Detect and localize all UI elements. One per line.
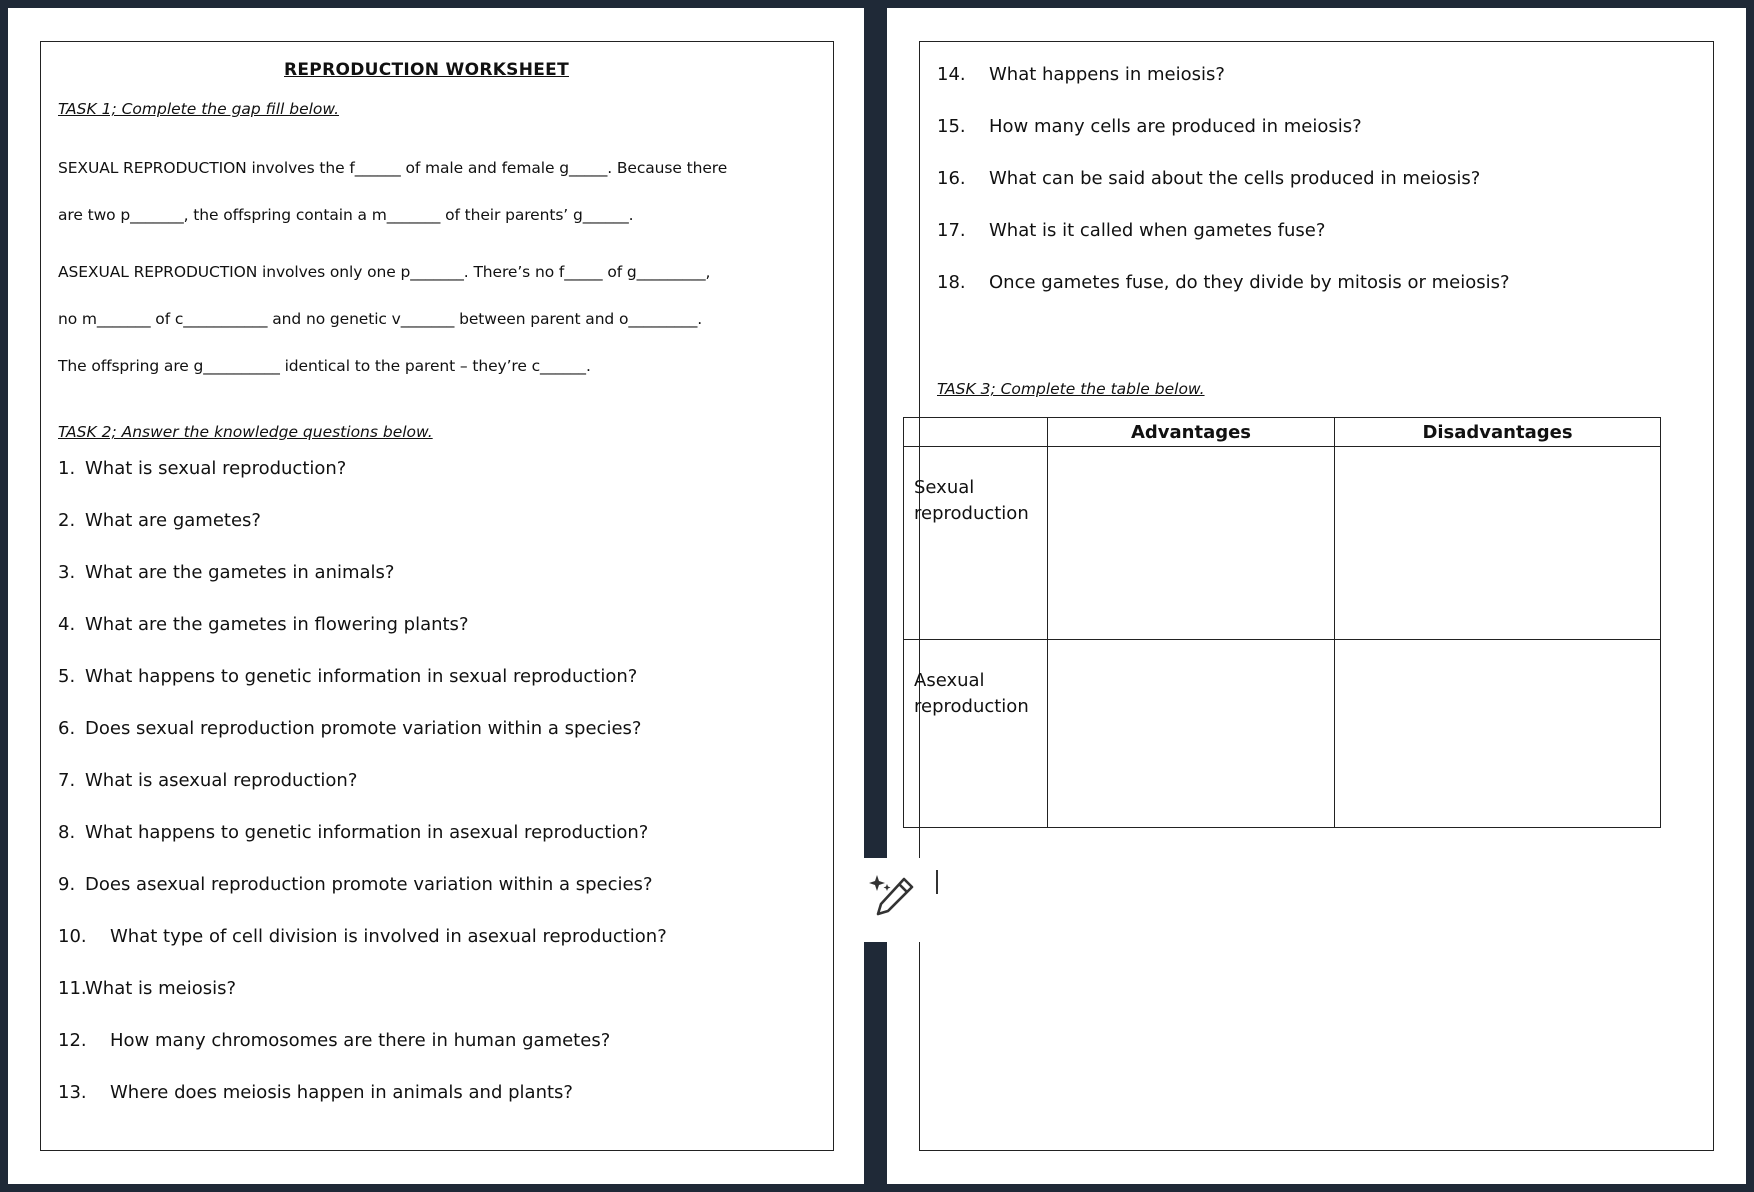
question-item xyxy=(937,64,1225,85)
question-text: What type of cell division is involved in asexual reproduction? xyxy=(110,926,667,947)
question-text: What can be said about the cells produced in meiosis? xyxy=(989,168,1481,189)
question-item xyxy=(937,272,1510,293)
task3-heading: TASK 3; Complete the table below. xyxy=(937,380,1205,398)
question-text: Where does meiosis happen in animals and plants? xyxy=(110,1082,573,1103)
question-number: 8. xyxy=(58,822,76,843)
question-number: 16. xyxy=(937,168,966,189)
question-text: What happens to genetic information in asexual reproduction? xyxy=(85,822,649,843)
question-text: What are the gametes in animals? xyxy=(85,562,395,583)
question-number: 2. xyxy=(58,510,76,531)
question-number: 17. xyxy=(937,220,966,241)
question-item xyxy=(58,562,394,583)
question-number: 6. xyxy=(58,718,76,739)
worksheet-title: REPRODUCTION WORKSHEET xyxy=(284,60,569,80)
task2-heading: TASK 2; Answer the knowledge questions below. xyxy=(58,423,433,441)
question-number: 12. xyxy=(58,1030,87,1051)
gap-fill-line-5[interactable]: The offspring are g__________ identical to the parent – they’re c______. xyxy=(58,357,591,375)
question-item xyxy=(58,718,641,739)
cell-asexual-disadvantages[interactable] xyxy=(1335,640,1661,828)
row-label-asexual: Asexual reproduction xyxy=(904,640,1048,828)
question-text: Does sexual reproduction promote variation within a species? xyxy=(85,718,642,739)
gap-fill-line-4[interactable]: no m_______ of c___________ and no genetic v_______ between parent and o_________. xyxy=(58,310,703,328)
text-cursor xyxy=(936,870,938,894)
gap-fill-line-1[interactable]: SEXUAL REPRODUCTION involves the f______ of male and female g_____. Because there xyxy=(58,159,728,177)
question-number: 15. xyxy=(937,116,966,137)
question-text: What is asexual reproduction? xyxy=(85,770,358,791)
question-text: What is sexual reproduction? xyxy=(85,458,347,479)
question-item xyxy=(58,666,637,687)
question-item xyxy=(58,874,653,895)
question-item xyxy=(58,510,261,531)
cell-sexual-advantages[interactable] xyxy=(1048,447,1335,640)
question-number: 4. xyxy=(58,614,76,635)
question-item xyxy=(937,168,1480,189)
question-text: What is meiosis? xyxy=(85,978,237,999)
question-number: 3. xyxy=(58,562,76,583)
task1-heading: TASK 1; Complete the gap fill below. xyxy=(58,100,340,118)
question-text: Once gametes fuse, do they divide by mitosis or meiosis? xyxy=(989,272,1510,293)
question-number: 1. xyxy=(58,458,76,479)
worksheet-page-left xyxy=(8,8,864,1184)
question-item xyxy=(58,926,667,947)
question-item xyxy=(937,220,1325,241)
question-text: Does asexual reproduction promote variation within a species? xyxy=(85,874,653,895)
question-number: 11. xyxy=(58,978,87,999)
comparison-table xyxy=(903,417,1661,828)
cell-asexual-advantages[interactable] xyxy=(1048,640,1335,828)
question-item xyxy=(58,1082,573,1103)
table-header-row xyxy=(904,418,1661,447)
question-item xyxy=(58,614,469,635)
gap-fill-line-2[interactable]: are two p_______, the offspring contain a m_______ of their parents’ g______. xyxy=(58,206,634,224)
row-label-sexual: Sexual reproduction xyxy=(904,447,1048,640)
table-header-advantages: Advantages xyxy=(1048,418,1335,447)
question-number: 10. xyxy=(58,926,87,947)
question-number: 14. xyxy=(937,64,966,85)
question-item xyxy=(58,822,648,843)
ai-pen-sparkle-icon[interactable] xyxy=(868,870,918,922)
question-item xyxy=(937,116,1362,137)
question-number: 5. xyxy=(58,666,76,687)
question-item xyxy=(58,978,236,999)
question-number: 18. xyxy=(937,272,966,293)
question-number: 7. xyxy=(58,770,76,791)
question-text: What is it called when gametes fuse? xyxy=(989,220,1326,241)
question-text: What are gametes? xyxy=(85,510,261,531)
question-number: 13. xyxy=(58,1082,87,1103)
worksheet-page-right xyxy=(887,8,1746,1184)
question-text: What are the gametes in flowering plants? xyxy=(85,614,469,635)
question-item xyxy=(58,1030,610,1051)
question-item xyxy=(58,458,346,479)
gap-fill-line-3[interactable]: ASEXUAL REPRODUCTION involves only one p_______. There’s no f_____ of g_________, xyxy=(58,263,711,281)
question-number: 9. xyxy=(58,874,76,895)
question-text: How many chromosomes are there in human gametes? xyxy=(110,1030,611,1051)
cell-sexual-disadvantages[interactable] xyxy=(1335,447,1661,640)
question-text: What happens to genetic information in sexual reproduction? xyxy=(85,666,638,687)
table-row xyxy=(904,447,1661,640)
question-text: What happens in meiosis? xyxy=(989,64,1225,85)
table-header-disadvantages: Disadvantages xyxy=(1335,418,1661,447)
question-item xyxy=(58,770,357,791)
table-row xyxy=(904,640,1661,828)
question-text: How many cells are produced in meiosis? xyxy=(989,116,1362,137)
table-header-empty xyxy=(904,418,1048,447)
